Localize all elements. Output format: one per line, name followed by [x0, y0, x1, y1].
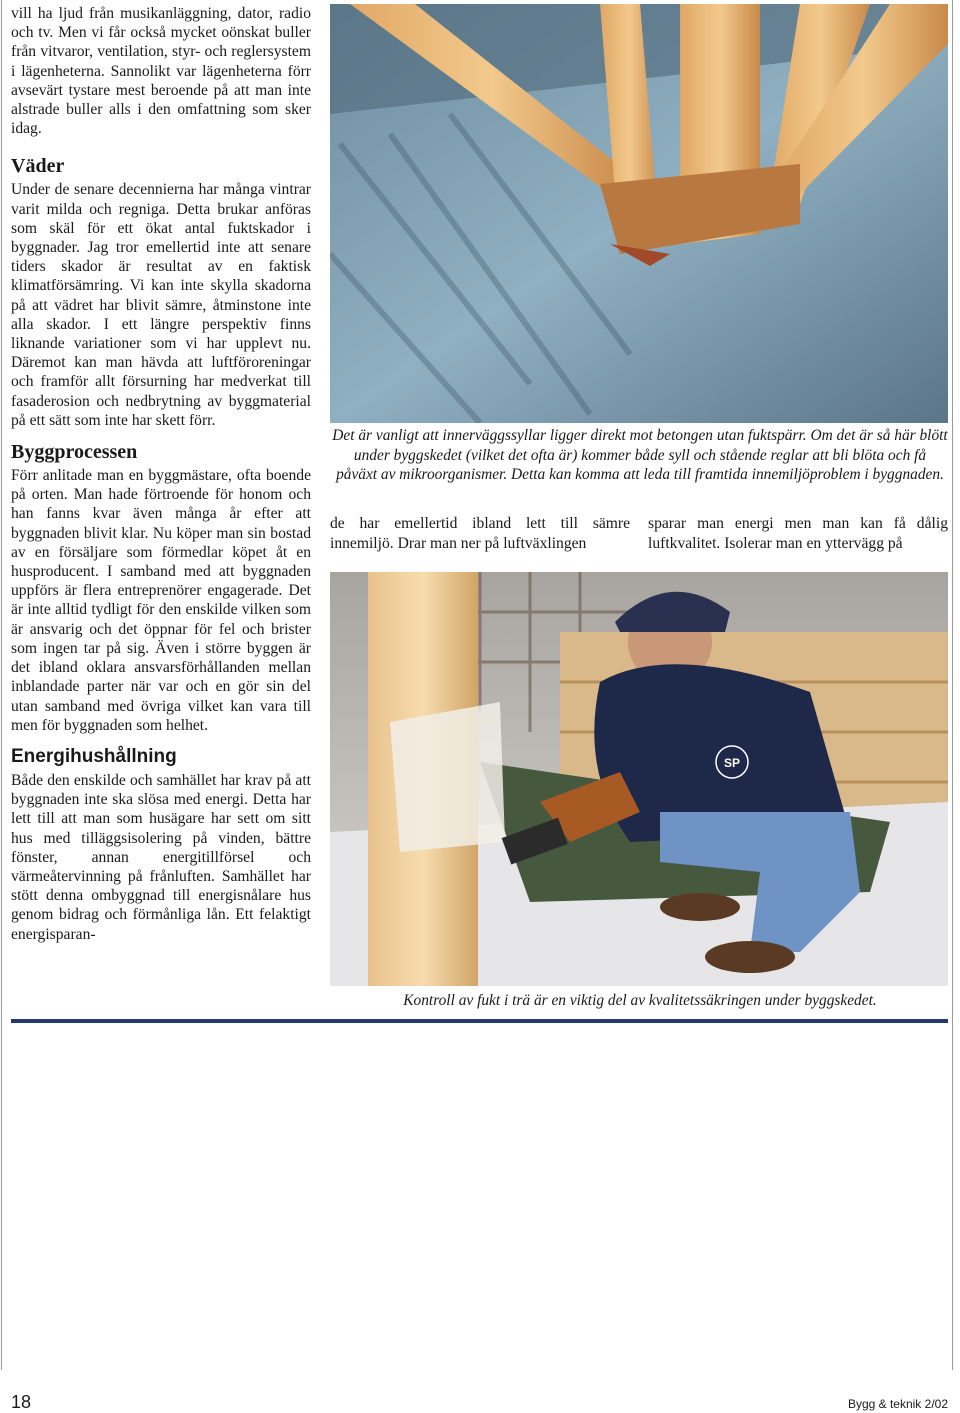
page-border-right: [952, 0, 953, 1370]
caption-photo2: Kontroll av fukt i trä är en viktig del av kvalitetssäkringen under byggskedet.: [403, 992, 877, 1009]
caption-photo1: [332, 426, 948, 485]
heading-vader: Väder: [11, 155, 65, 178]
paragraph: Under de senare decennierna har många vintrar varit milda och regniga. Detta brukar anföras som skäl för ett ökat antal fuktskador i byggnader. Jag tror emellertid inte att senare tiders skador är resultat av en faktisk klimatförsämring. Vi kan inte skylla skadorna på att vädret har blivit sämre, åtminstone inte alla skador. I ett längre perspektiv finns liknande variationer som vi har upplevt nu. Däremot kan man hävda att luftföroreningar och framför allt försurning har medverkat till fasaderosion och nedbrytning av byggmaterial på ett sätt som inte har skett förr.: [11, 181, 311, 429]
horizontal-rule: [11, 1019, 948, 1023]
middle-column-text: de har emellertid ibland lett till sämre innemiljö. Drar man ner på luftväxlingen: [330, 515, 630, 552]
page-border-left: [1, 0, 2, 1370]
caption-rest: Om det är så här blött under byggskedet (vilket det ofta är) kommer både syll och stående reglar att bli blöta och få påväxt av mikroorganismer. Detta kan komma att leda till framtida innemiljöproblem i byggnaden.: [336, 427, 948, 483]
photo-wet-concrete-wall-studs: [330, 4, 948, 423]
paragraph: Förr anlitade man en byggmästare, ofta boende på orten. Man hade förtroende för honom och han fanns kvar även många år efter att byggnaden blivit klar. Nu köper man sin bostad av en försäljare som förmedlar köpet åt en husproducent. I samband med att byggnaden uppförs är flera entreprenörer engagerade. Det är inte alltid tydligt för den enskilde vilken som är ansvarig och det öppnar för fel och brister som ingen tar på sig. Även i större byggen är det ibland oklara ansvarsförhållanden mellan inblandade parter när var och en gör sin del utan samband med övriga vilket kan vara till men för byggnaden som helhet.: [11, 467, 311, 734]
paragraph: vill ha ljud från musikanläggning, dator, radio och tv. Men vi får också mycket oönskat buller från vitvaror, ventilation, styr- och reglersystem i lägenheterna. Sannolikt var lägenheterna förr avsevärt tystare mest beroende på att man inte alstrade buller alls i den omfattning som sker idag.: [11, 5, 311, 138]
journal-name: Bygg & teknik 2/02: [847, 1397, 948, 1411]
page-number: 18: [11, 1392, 32, 1412]
paragraph: Både den enskilde och samhället har krav på att byggnaden inte ska slösa med energi. Detta har lett till att man som husägare har sett om sitt hus med tilläggsisolering på vinden, bättre fönster, annan energitillförsel och värmeåtervinning på frånluften. Samhället har stött denna ombyggnad till energisnålare hus genom bidrag och förmånliga lån. Ett felaktigt energisparan-: [11, 771, 311, 943]
left-column: [11, 4, 311, 944]
photo-worker-moisture-meter: [330, 572, 948, 986]
heading-energihushallning: Energihushållning: [11, 745, 177, 767]
right-column-text: sparar man energi men man kan få dålig luftkvalitet. Isolerar man en yttervägg på: [648, 515, 948, 552]
caption-italic: Det är vanligt att innerväggssyllar ligger direkt mot betongen utan fuktspärr.: [332, 427, 807, 444]
sp-logo-badge: SP: [723, 756, 741, 770]
heading-byggprocessen: Byggprocessen: [11, 441, 138, 464]
